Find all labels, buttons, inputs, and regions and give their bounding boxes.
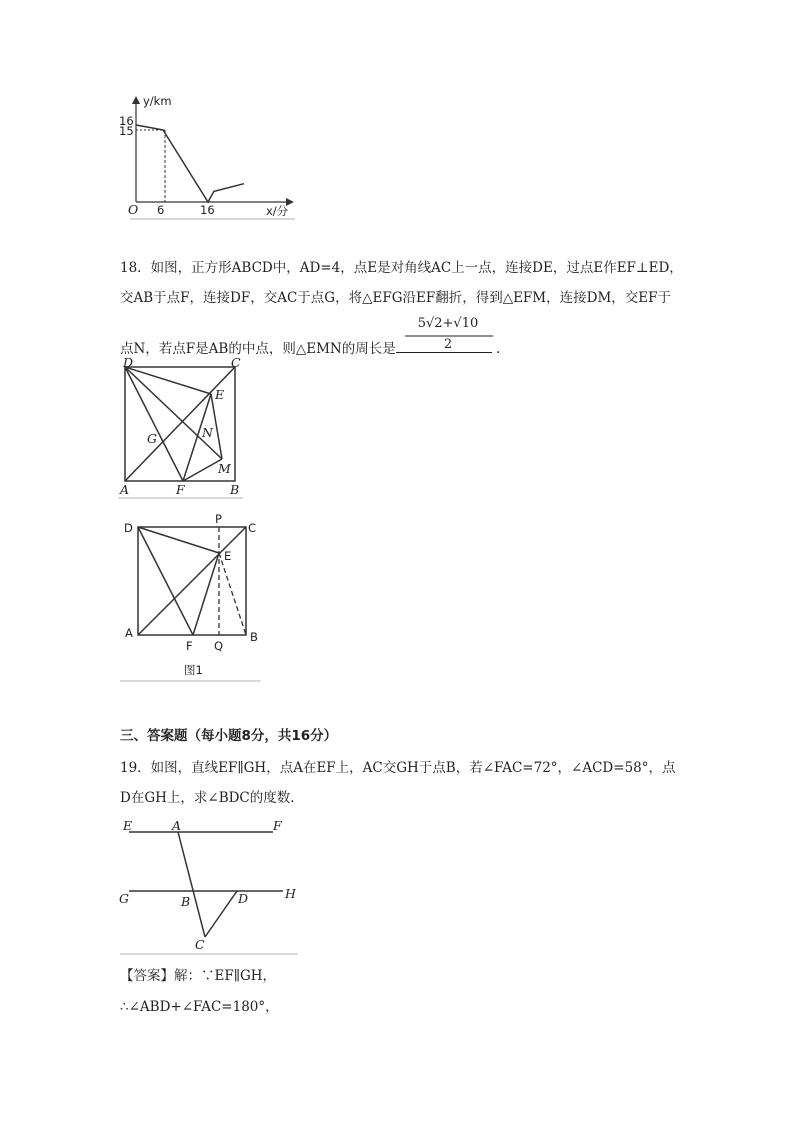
seg-ef-2 [193, 553, 219, 635]
fig3-label-g: G [119, 891, 129, 906]
q18-line3-text: 点N，若点F是AB的中点，则△EMN的周长是 [120, 341, 396, 357]
q18-line1: 18．如图，正方形ABCD中，AD=4，点E是对角线AC上一点，连接DE，过点E作EF⊥ED， [120, 260, 683, 276]
seg-de-2 [138, 527, 219, 553]
q19-line2: D在GH上，求∠BDC的度数. [120, 790, 295, 806]
fig1-label-d: D [123, 355, 134, 370]
section3-heading: 三、答案题（每小题8分，共16分） [120, 728, 338, 744]
q19-answer-line2: ∴∠ABD+∠FAC=180°， [120, 999, 279, 1015]
fig2-label-c: C [248, 521, 257, 535]
fig2-label-f: F [186, 639, 193, 653]
fraction-bar [405, 335, 495, 337]
parallel-lines-figure [115, 815, 305, 960]
fig2-label-p: P [215, 512, 222, 526]
seg-dm [125, 367, 225, 459]
fig3-label-f: F [273, 818, 282, 833]
y-axis-arrow [132, 96, 140, 104]
q19-answer-line1: 【答案】解：∵EF∥GH， [120, 968, 277, 984]
seg-ac [178, 832, 205, 937]
fig3-label-d: D [238, 891, 249, 906]
x-tick-16: 16 [200, 203, 215, 217]
fig3-label-e: E [123, 818, 133, 833]
fig2-caption: 图1 [184, 663, 203, 677]
fig2-label-b: B [250, 630, 258, 644]
fig2-label-e: E [224, 549, 232, 563]
q18-line3-end: . [496, 341, 501, 357]
fig3-label-c: C [195, 937, 205, 952]
fig2-label-q: Q [214, 639, 224, 653]
y-tick-15: 15 [119, 124, 134, 138]
fig1-label-a: A [120, 482, 130, 497]
q19-line1: 19．如图，直线EF∥GH，点A在EF上，AC交GH于点B，若∠FAC=72°，∠ACD=58°，点 [120, 760, 676, 776]
seg-cd [205, 891, 237, 937]
answer-denominator: 2 [443, 337, 453, 352]
seg-df-2 [138, 527, 193, 635]
q18-line2: 交AB于点F，连接DF，交AC于点G，将△EFG沿EF翻折，得到△EFM，连接DM，交EF于 [120, 290, 671, 306]
square-figure-1 [118, 360, 248, 500]
seg-de [125, 367, 211, 394]
fig3-label-b: B [181, 894, 191, 909]
fig3-label-a: A [172, 818, 182, 833]
fig1-label-g: G [147, 431, 157, 446]
fig1-label-f: F [176, 482, 185, 497]
distance-line [136, 125, 244, 202]
x-axis-label: x/分 [266, 204, 289, 218]
fig1-label-e: E [215, 387, 225, 402]
fig1-label-n: N [202, 425, 213, 440]
square-figure-2 [118, 515, 268, 685]
fig2-label-a: A [125, 626, 133, 640]
fig1-label-c: C [231, 355, 241, 370]
y-tick-16: 16 [119, 114, 134, 128]
seg-df [125, 367, 183, 481]
seg-eb-dashed [219, 553, 246, 635]
fig2-label-d: D [124, 521, 133, 535]
fig1-label-b: B [230, 482, 240, 497]
fig1-label-m: M [218, 461, 231, 476]
y-axis-label: y/km [143, 94, 172, 108]
fig3-label-h: H [285, 886, 296, 901]
diag-ac-2 [138, 527, 246, 635]
origin-label: O [128, 202, 139, 217]
answer-numerator: 5√2+√10 [417, 316, 479, 331]
x-tick-6: 6 [157, 203, 165, 217]
